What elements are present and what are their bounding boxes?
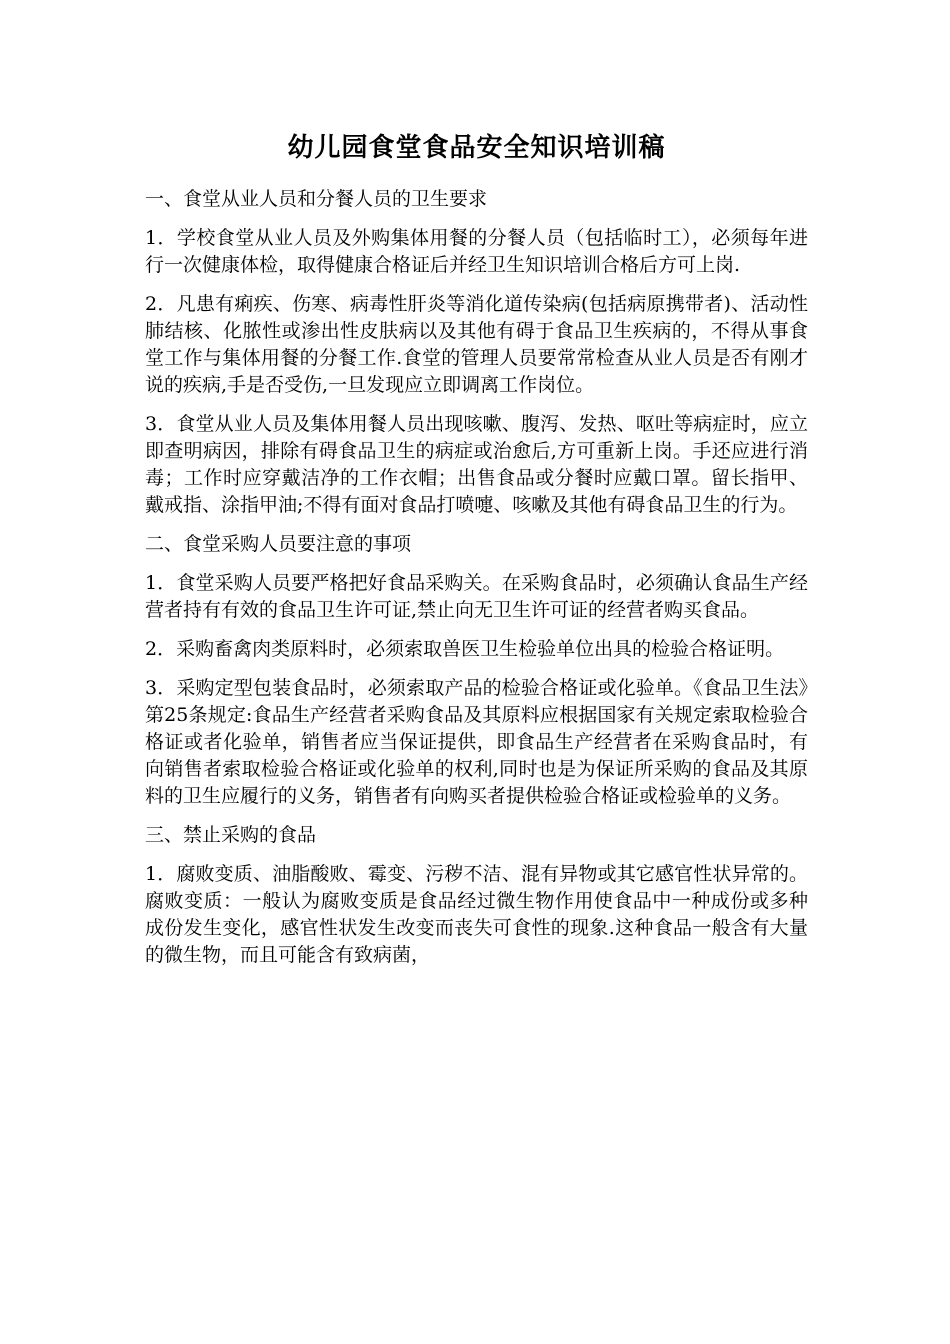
paragraph-symptoms-and-hygiene: 3．食堂从业人员及集体用餐人员出现咳嗽、腹泻、发热、呕吐等病症时，应立即查明病因，排除有碍食品卫生的病症或治愈后,方可重新上岗。手还应进行消毒；工作时应穿戴洁净的工作衣帽；出售食品或分餐时应戴口罩。留长指甲、戴戒指、涂指甲油;不得有面对食品打喷嚏、咳嗽及其他有碍食品卫生的行为。 (145, 413, 808, 516)
document-page (145, 128, 808, 981)
paragraph-disease-restrictions: 2．凡患有痢疾、伤寒、病毒性肝炎等消化道传染病(包括病原携带者)、活动性肺结核、化脓性或渗出性皮肤病以及其他有碍于食品卫生疾病的，不得从事食堂工作与集体用餐的分餐工作.食堂的管理人员要常常检查从业人员是否有刚才说的疾病,手是否受伤,一旦发现应立即调离工作岗位。 (145, 293, 808, 396)
section-heading-hygiene-requirements: 一、食堂从业人员和分餐人员的卫生要求 (145, 188, 488, 210)
paragraph-spoiled-food: 1．腐败变质、油脂酸败、霉变、污秽不洁、混有异物或其它感官性状异常的。腐败变质：一般认为腐败变质是食品经过微生物作用使食品中一种成份或多种成份发生变化，感官性状发生改变而丧失可食性的现象.这种食品一般含有大量的微生物，而且可能含有致病菌， (145, 863, 808, 966)
section-heading-purchasing: 二、食堂采购人员要注意的事项 (145, 533, 412, 555)
section-heading-prohibited-foods: 三、禁止采购的食品 (145, 824, 317, 846)
paragraph-meat-certificate: 2．采购畜禽肉类原料时，必须索取兽医卫生检验单位出具的检验合格证明。 (145, 638, 785, 660)
paragraph-health-check: 1．学校食堂从业人员及外购集体用餐的分餐人员（包括临时工），必须每年进行一次健康体检，取得健康合格证后并经卫生知识培训合格后方可上岗. (145, 227, 808, 276)
paragraph-purchase-license: 1．食堂采购人员要严格把好食品采购关。在采购食品时，必须确认食品生产经营者持有有效的食品卫生许可证,禁止向无卫生许可证的经营者购买食品。 (145, 572, 808, 621)
paragraph-packaged-food-certificate: 3．采购定型包装食品时，必须索取产品的检验合格证或化验单。《食品卫生法》第25条规定:食品生产经营者采购食品及其原料应根据国家有关规定索取检验合格证或者化验单，销售者应当保证提供，即食品生产经营者在采购食品时，有向销售者索取检验合格证或化验单的权利,同时也是为保证所采购的食品及其原料的卫生应履行的义务，销售者有向购买者提供检验合格证或检验单的义务。 (145, 677, 808, 807)
document-title: 幼儿园食堂食品安全知识培训稿 (287, 133, 666, 163)
